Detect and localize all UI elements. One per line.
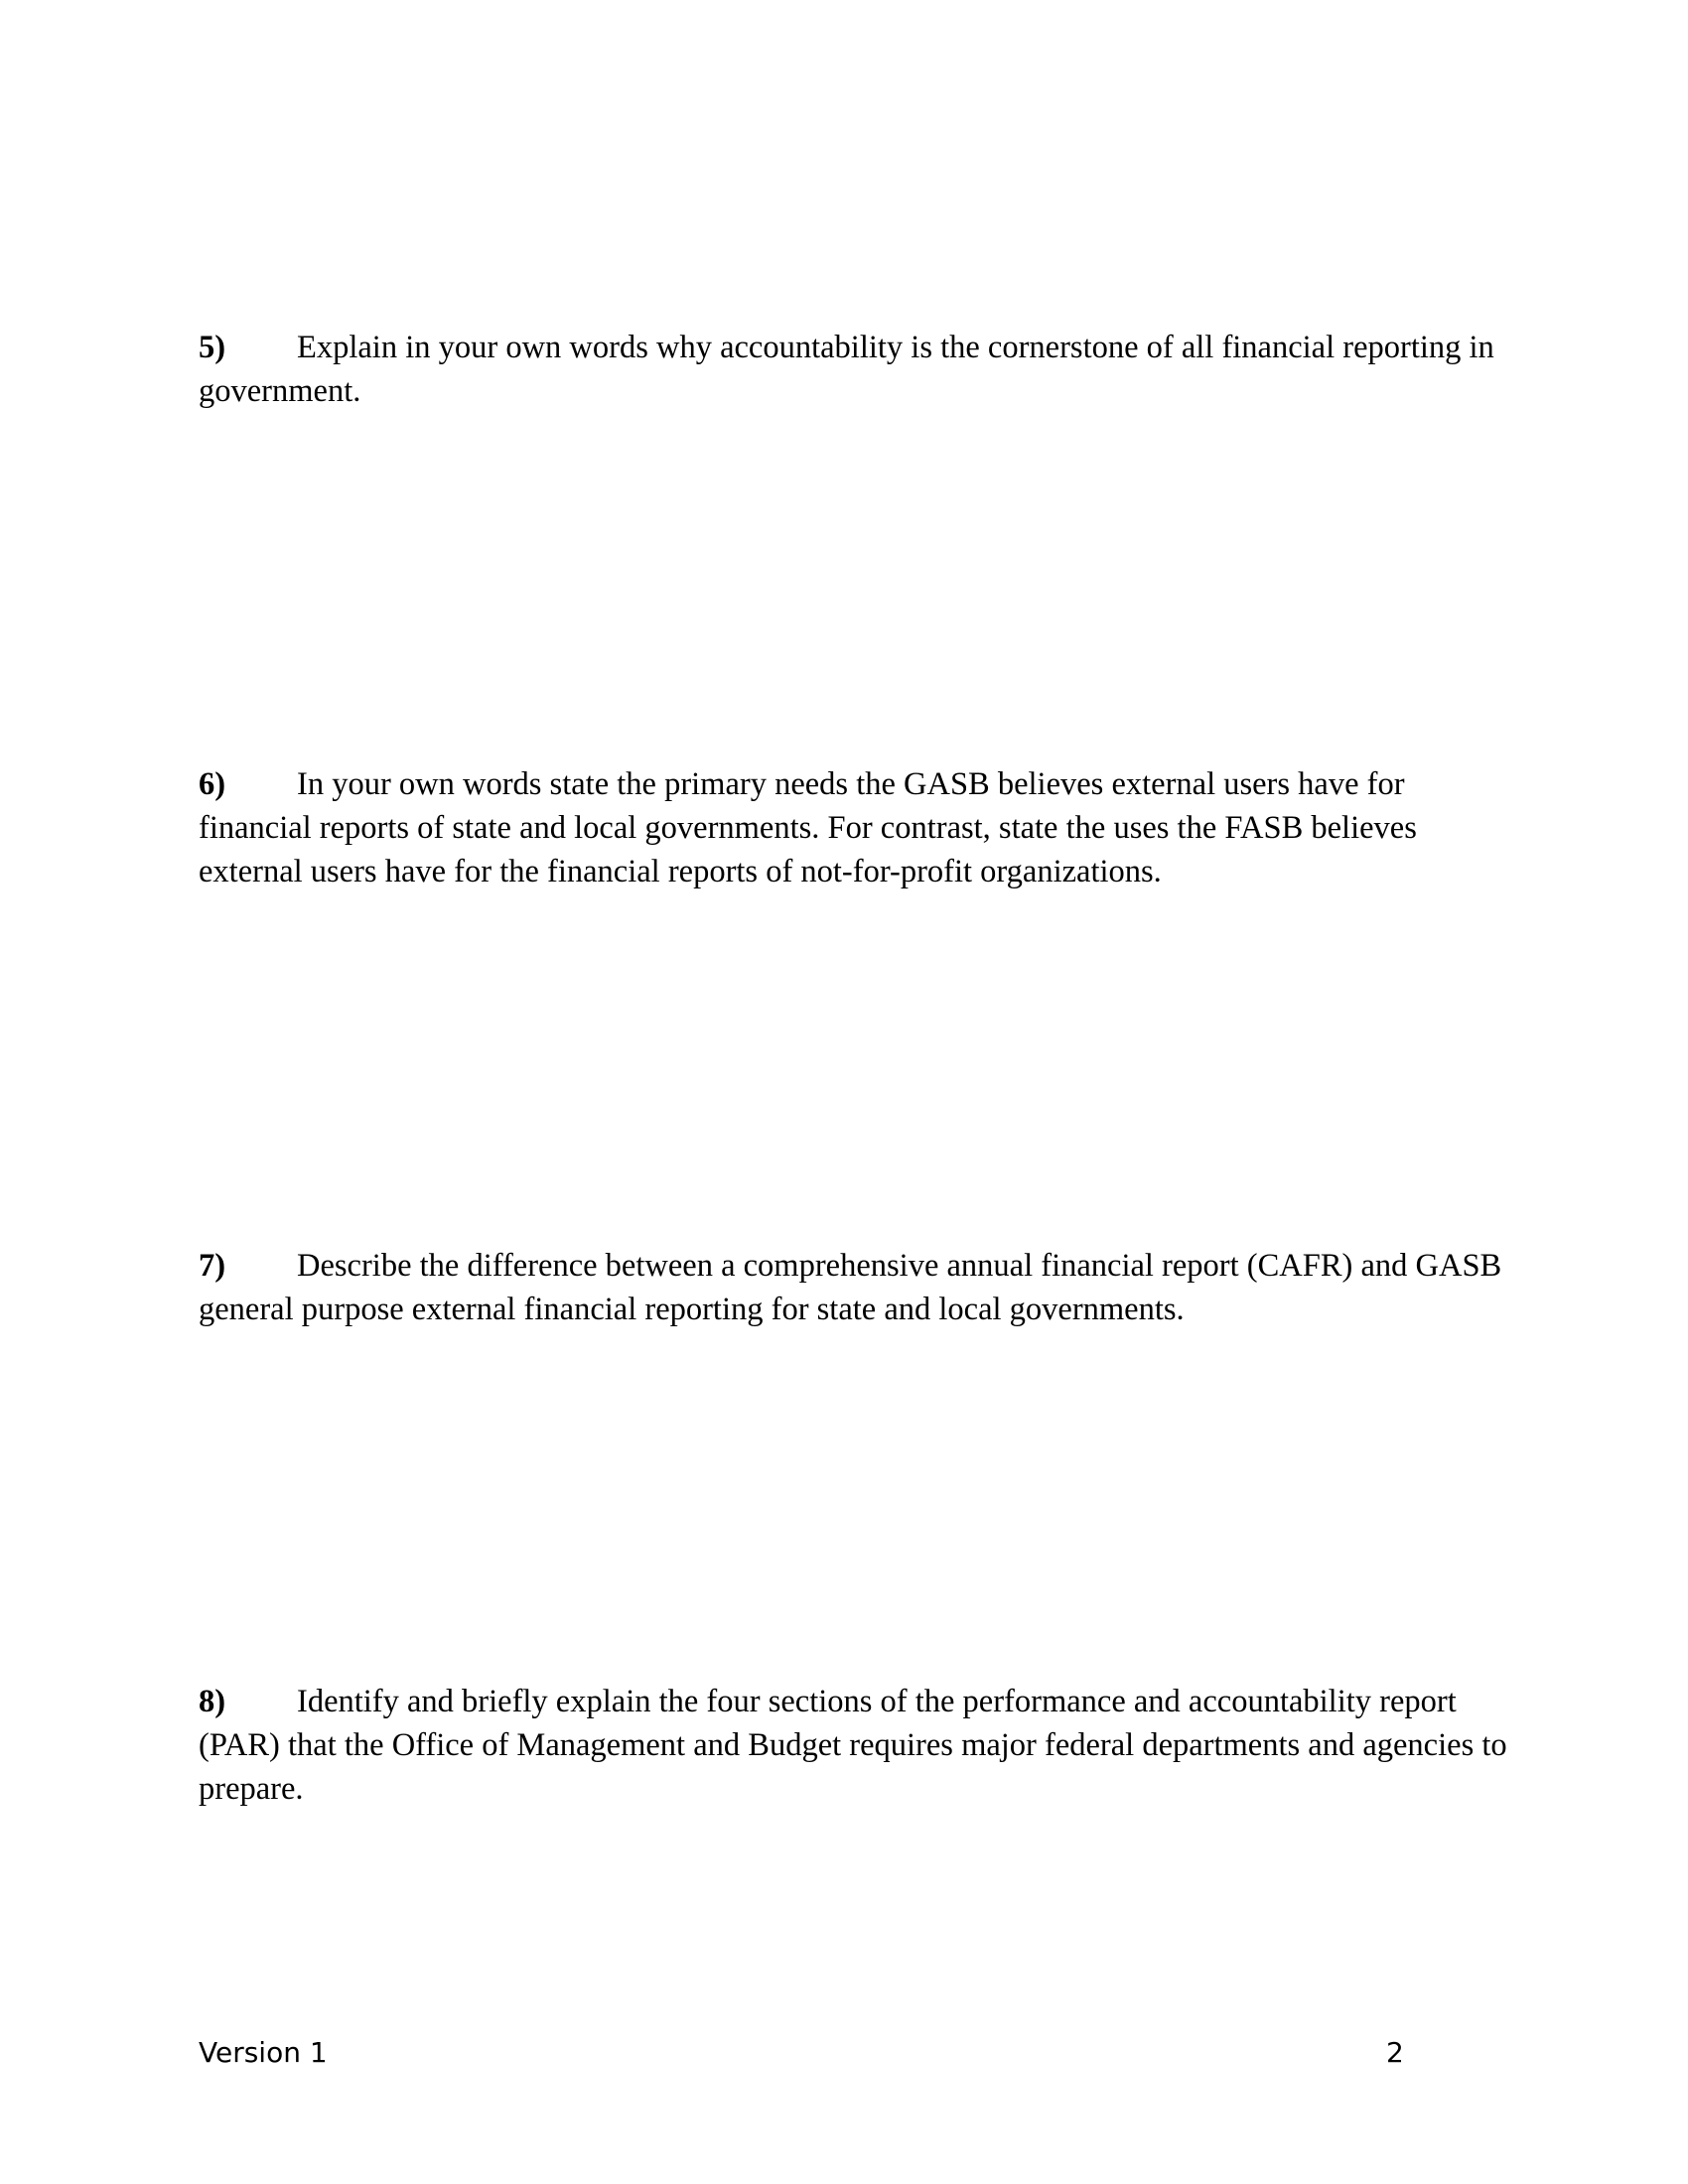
question-number: 7)	[199, 1248, 226, 1284]
question-text: Explain in your own words why accountability is the cornerstone of all financial reporting in government.	[199, 330, 1494, 409]
question-number: 5)	[199, 330, 226, 365]
question-text: Identify and briefly explain the four sections of the performance and accountability report (PAR) that the Office of Management and Budget requires major federal departments and agencies to prepare.	[199, 1684, 1507, 1807]
question-8	[199, 1680, 1509, 1811]
question-text: Describe the difference between a comprehensive annual financial report (CAFR) and GASB general purpose external financial reporting for state and local governments.	[199, 1248, 1502, 1327]
question-6	[199, 762, 1509, 893]
question-7	[199, 1244, 1509, 1331]
question-number: 6)	[199, 766, 226, 802]
question-5	[199, 326, 1509, 413]
footer-version: Version 1	[199, 2036, 328, 2069]
question-text: In your own words state the primary needs the GASB believes external users have for financial reports of state and local governments. For contrast, state the uses the FASB believes external users have for the financial reports of not-for-profit organizations.	[199, 766, 1417, 889]
question-number: 8)	[199, 1684, 226, 1719]
footer-page-number: 2	[1386, 2036, 1404, 2069]
